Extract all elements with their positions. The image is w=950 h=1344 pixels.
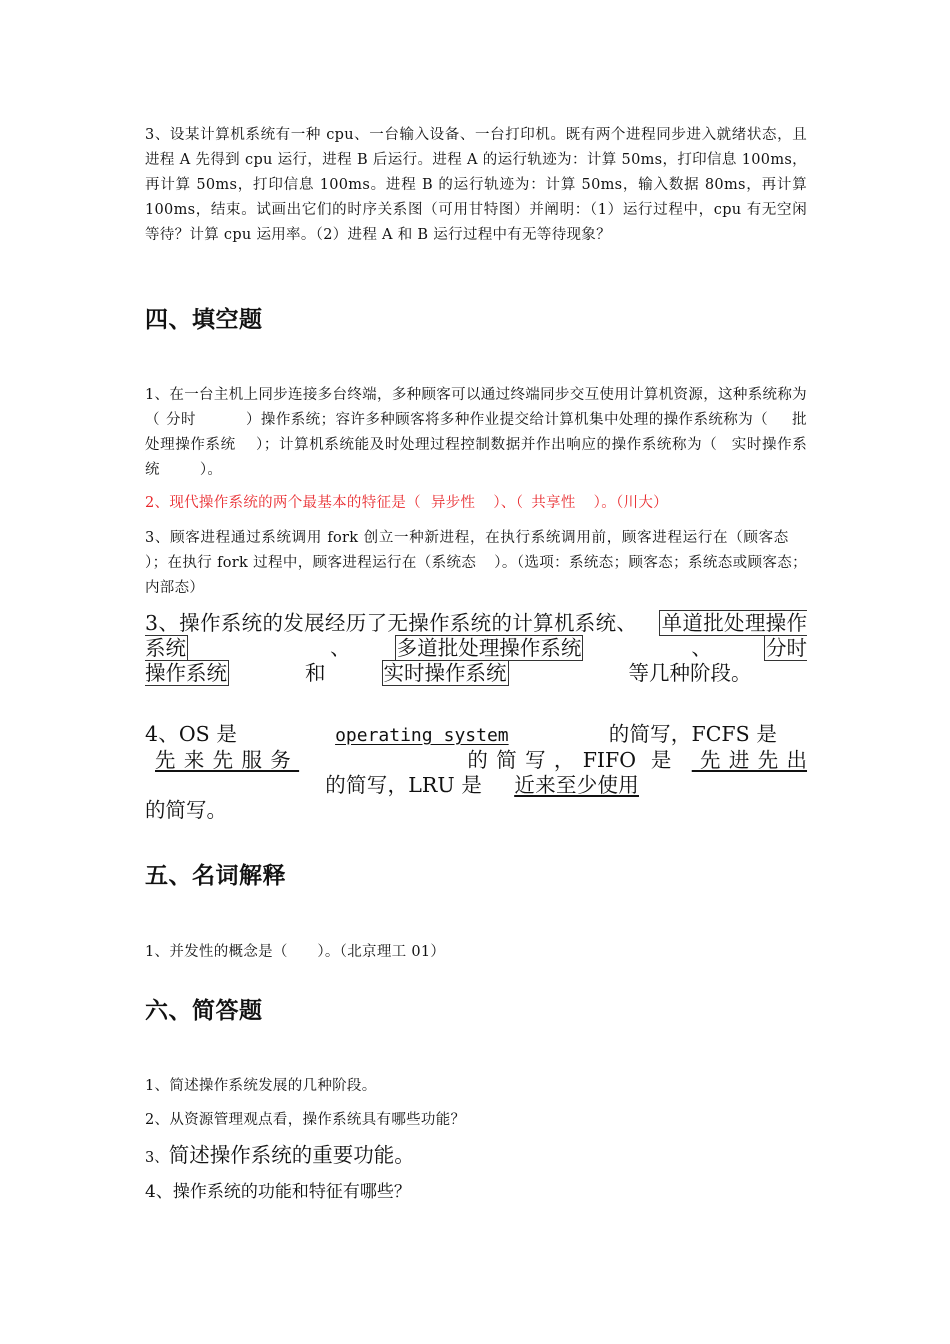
answer-box: 分时操作系统 [145, 636, 808, 685]
answer: 顾客态 [743, 530, 789, 546]
answer: 共享性 [531, 495, 576, 511]
question-paragraph [145, 123, 807, 248]
answer: 近来至少使用 [514, 773, 639, 797]
fill-question-4: 4、OS 是 operating system 的简写，FCFS 是先来先服务 的简写，FIFO 是 先进先出的简写，LRU 是 近来至少使用的简写。 [145, 722, 808, 822]
answer: operating system [335, 725, 509, 746]
short-answer-question-2: 2、从资源管理观点看，操作系统具有哪些功能？ [145, 1112, 466, 1128]
answer-box: 实时操作系统 [383, 661, 507, 685]
fill-question-3: 3、顾客进程通过系统调用 fork 创立一种新进程，在执行系统调用前，顾客进程运行在（顾客态）；在执行 fork 过程中，顾客进程运行在（系统态 ）。（选项：系统态；顾客态；系统态或顾客态；内部态） [145, 530, 807, 596]
answer-box: 多道批处理操作系统 [396, 636, 582, 660]
short-answer-question-3: 3、简述操作系统的重要功能。 [145, 1143, 415, 1167]
fill-question-1: 1、在一台主机上同步连接多台终端，多种顾客可以通过终端同步交互使用计算机资源，这种系统称为（ 分时 ）操作系统；容许多种顾客将多种作业提交给计算机集中处理的操作系统称为（ 批处理操作系统 ）；计算机系统能及时处理过程控制数据并作出响应的操作系统称为（ 实时操作系统 ）。 [145, 387, 807, 478]
short-answer-question-1: 1、简述操作系统发展的几种阶段。 [145, 1078, 377, 1094]
answer: 批处理操作系统 [145, 412, 807, 453]
answer: 先来先服务 [155, 748, 300, 772]
fill-question-3b: 3、操作系统的发展经历了无操作系统的计算机系统、 单道批处理操作系统 、 多道批处理操作系统 、 分时操作系统 和 实时操作系统 等几种阶段。 [145, 611, 808, 685]
definition-question: 1、并发性的概念是（ ）。（北京理工 01） [145, 944, 446, 960]
section-heading: 六、简答题 [145, 998, 263, 1024]
section-heading: 五、名词解释 [145, 863, 286, 889]
answer: 系统态 [431, 555, 477, 571]
answer: 异步性 [430, 495, 476, 511]
question-text: 3、设某计算机系统有一种 cpu、一台输入设备、一台打印机。既有两个进程同步进入就绪状态，且进程 A 先得到 cpu 运行，进程 B 后运行。进程 A 的运行轨迹为：计算 50ms，打印信息 100ms，再计算 50ms，打印信息 100ms。进程 B 的运行轨迹为：计算 50ms，输入数据 80ms，再计算 100ms，结束。试画出它们的时序关系图（可用甘特图）并阐明：（1）运行过程中，cpu 有无空闲等待？计算 cpu 运用率。（2）进程 A 和 B 运行过程中有无等待现象？ [145, 127, 807, 243]
answer: 实时操作系统 [145, 437, 807, 478]
answer-box: 单道批处理操作系统 [145, 611, 807, 660]
section-heading: 四、填空题 [145, 307, 263, 333]
answer: 分时 [165, 412, 196, 428]
short-answer-question-4: 4、操作系统的功能和特征有哪些？ [145, 1182, 411, 1202]
answer: 先进先出 [691, 748, 808, 772]
fill-question-2: 2、现代操作系统的两个最基本的特征是（ 异步性 ）、（ 共享性 ）。（川大） [145, 495, 668, 511]
